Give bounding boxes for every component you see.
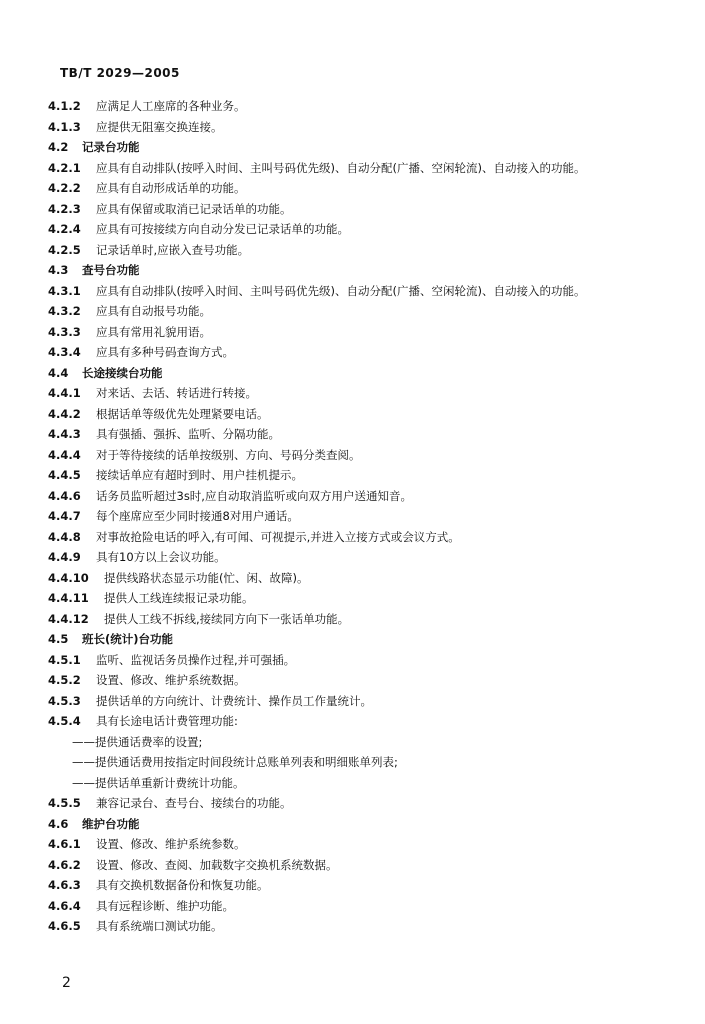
dash-list-item bbox=[48, 732, 658, 753]
clause-text: 应具有保留或取消已记录话单的功能。 bbox=[96, 201, 292, 216]
clause-number: 4.3.3 bbox=[48, 324, 81, 339]
clause-text: 监听、监视话务员操作过程,并可强插。 bbox=[96, 652, 296, 667]
clause-number: 4.4.5 bbox=[48, 468, 81, 482]
clause-item bbox=[48, 158, 658, 179]
clause-item bbox=[48, 506, 658, 527]
clause-number: 4.4.4 bbox=[48, 447, 81, 462]
clause-number: 4.2.2 bbox=[48, 181, 81, 195]
clause-number: 4.5.1 bbox=[48, 652, 81, 667]
clause-text: 应具有多种号码查询方式。 bbox=[96, 345, 234, 359]
section-title: 查号台功能 bbox=[82, 263, 140, 277]
clause-number: 4.6.3 bbox=[48, 878, 81, 892]
clause-item bbox=[48, 609, 658, 630]
clause-number: 4.4.11 bbox=[48, 591, 89, 605]
clause-text: 每个座席应至少同时接通8对用户通话。 bbox=[96, 509, 299, 523]
clause-number: 4.3.1 bbox=[48, 283, 81, 298]
clause-number: 4.2.4 bbox=[48, 222, 81, 236]
clause-number: 4.3.2 bbox=[48, 304, 81, 318]
clause-number: 4.2.3 bbox=[48, 201, 81, 216]
clause-item bbox=[48, 588, 658, 609]
clause-number: 4.2.1 bbox=[48, 160, 81, 175]
document-body bbox=[48, 96, 658, 937]
clause-number: 4.1.3 bbox=[48, 119, 81, 134]
clause-text: 接续话单应有超时到时、用户挂机提示。 bbox=[96, 468, 303, 482]
clause-text: 设置、修改、查阅、加载数字交换机系统数据。 bbox=[96, 857, 338, 872]
clause-text: ——提供通话费率的设置; bbox=[72, 734, 203, 749]
clause-number: 4.3 bbox=[48, 263, 69, 277]
clause-text: 记录话单时,应嵌入查号功能。 bbox=[96, 242, 250, 257]
clause-text: 应具有自动排队(按呼入时间、主叫号码优先级)、自动分配(广播、空闲轮流)、自动接入的功能。 bbox=[96, 160, 586, 175]
section-heading bbox=[48, 629, 658, 650]
clause-number: 4.1.2 bbox=[48, 99, 81, 113]
clause-number: 4.4.1 bbox=[48, 386, 81, 400]
clause-number: 4.4.2 bbox=[48, 406, 81, 421]
clause-number: 4.3.4 bbox=[48, 345, 81, 359]
clause-number: 4.4 bbox=[48, 365, 69, 380]
clause-text: 设置、修改、维护系统数据。 bbox=[96, 673, 246, 687]
clause-item bbox=[48, 96, 658, 117]
clause-text: 对事故抢险电话的呼入,有可闻、可视提示,并进入立接方式或会议方式。 bbox=[96, 529, 460, 544]
clause-text: 提供话单的方向统计、计费统计、操作员工作量统计。 bbox=[96, 693, 372, 708]
clause-number: 4.2.5 bbox=[48, 242, 81, 257]
clause-text: 对来话、去话、转话进行转接。 bbox=[96, 386, 257, 400]
clause-number: 4.4.12 bbox=[48, 611, 89, 626]
section-heading bbox=[48, 814, 658, 835]
clause-text: 提供人工线连续报记录功能。 bbox=[104, 591, 254, 605]
clause-item bbox=[48, 527, 658, 548]
clause-item bbox=[48, 568, 658, 589]
clause-item bbox=[48, 445, 658, 466]
clause-number: 4.6.5 bbox=[48, 919, 81, 933]
clause-number: 4.4.9 bbox=[48, 550, 81, 564]
clause-item bbox=[48, 670, 658, 691]
clause-text: 提供线路状态显示功能(忙、闲、故障)。 bbox=[104, 570, 309, 585]
clause-item bbox=[48, 691, 658, 712]
clause-item bbox=[48, 896, 658, 917]
clause-text: 应具有可按接续方向自动分发已记录话单的功能。 bbox=[96, 222, 349, 236]
clause-item bbox=[48, 834, 658, 855]
clause-item bbox=[48, 855, 658, 876]
clause-text: 对于等待接续的话单按级别、方向、号码分类查阅。 bbox=[96, 447, 361, 462]
clause-item bbox=[48, 650, 658, 671]
clause-number: 4.2 bbox=[48, 140, 69, 154]
clause-text: 设置、修改、维护系统参数。 bbox=[96, 837, 246, 851]
clause-number: 4.5.2 bbox=[48, 673, 81, 687]
page-number: 2 bbox=[62, 975, 71, 991]
clause-item bbox=[48, 711, 658, 732]
section-title: 班长(统计)台功能 bbox=[82, 632, 174, 646]
clause-text: 应提供无阻塞交换连接。 bbox=[96, 119, 223, 134]
clause-item bbox=[48, 240, 658, 261]
clause-text: 根据话单等级优先处理紧要电话。 bbox=[96, 406, 269, 421]
clause-item bbox=[48, 322, 658, 343]
clause-text: 应具有常用礼貌用语。 bbox=[96, 324, 211, 339]
dash-list-item bbox=[48, 773, 658, 794]
section-heading bbox=[48, 363, 658, 384]
dash-list-item bbox=[48, 752, 658, 773]
clause-item bbox=[48, 117, 658, 138]
clause-item bbox=[48, 301, 658, 322]
clause-item bbox=[48, 281, 658, 302]
clause-item bbox=[48, 875, 658, 896]
clause-text: 提供人工线不拆线,接续同方向下一张话单功能。 bbox=[104, 611, 350, 626]
clause-number: 4.5.5 bbox=[48, 796, 81, 810]
clause-text: 具有交换机数据备份和恢复功能。 bbox=[96, 878, 269, 892]
clause-item bbox=[48, 219, 658, 240]
clause-text: 应具有自动排队(按呼入时间、主叫号码优先级)、自动分配(广播、空闲轮流)、自动接入的功能。 bbox=[96, 283, 586, 298]
document-code: TB/T 2029—2005 bbox=[60, 66, 180, 80]
clause-number: 4.6.4 bbox=[48, 898, 81, 913]
clause-item bbox=[48, 465, 658, 486]
clause-text: 话务员监听超过3s时,应自动取消监听或向双方用户送通知音。 bbox=[96, 488, 412, 503]
clause-text: 应具有自动形成话单的功能。 bbox=[96, 181, 246, 195]
clause-text: 具有强插、强拆、监听、分隔功能。 bbox=[96, 427, 280, 441]
clause-item bbox=[48, 793, 658, 814]
clause-item bbox=[48, 486, 658, 507]
section-title: 维护台功能 bbox=[82, 816, 140, 831]
clause-item bbox=[48, 342, 658, 363]
clause-number: 4.6 bbox=[48, 816, 69, 831]
clause-item bbox=[48, 424, 658, 445]
clause-item bbox=[48, 547, 658, 568]
section-title: 记录台功能 bbox=[82, 140, 140, 154]
clause-number: 4.6.2 bbox=[48, 857, 81, 872]
clause-number: 4.4.7 bbox=[48, 509, 81, 523]
clause-number: 4.5.4 bbox=[48, 714, 81, 728]
clause-text: 应具有自动报号功能。 bbox=[96, 304, 211, 318]
clause-number: 4.4.3 bbox=[48, 427, 81, 441]
clause-item bbox=[48, 916, 658, 937]
section-heading bbox=[48, 137, 658, 158]
clause-number: 4.4.10 bbox=[48, 570, 89, 585]
section-heading bbox=[48, 260, 658, 281]
clause-number: 4.6.1 bbox=[48, 837, 81, 851]
clause-item bbox=[48, 383, 658, 404]
clause-text: 具有远程诊断、维护功能。 bbox=[96, 898, 234, 913]
clause-number: 4.5.3 bbox=[48, 693, 81, 708]
clause-item bbox=[48, 404, 658, 425]
clause-item bbox=[48, 178, 658, 199]
clause-text: 具有系统端口测试功能。 bbox=[96, 919, 223, 933]
clause-number: 4.4.6 bbox=[48, 488, 81, 503]
section-title: 长途接续台功能 bbox=[82, 365, 163, 380]
clause-text: 应满足人工座席的各种业务。 bbox=[96, 99, 246, 113]
clause-item bbox=[48, 199, 658, 220]
clause-text: ——提供话单重新计费统计功能。 bbox=[72, 775, 245, 790]
clause-text: 兼容记录台、查号台、接续台的功能。 bbox=[96, 796, 292, 810]
clause-text: 具有10方以上会议功能。 bbox=[96, 550, 226, 564]
clause-number: 4.5 bbox=[48, 632, 69, 646]
clause-text: 具有长途电话计费管理功能: bbox=[96, 714, 238, 728]
clause-number: 4.4.8 bbox=[48, 529, 81, 544]
clause-text: ——提供通话费用按指定时间段统计总账单列表和明细账单列表; bbox=[72, 755, 398, 769]
